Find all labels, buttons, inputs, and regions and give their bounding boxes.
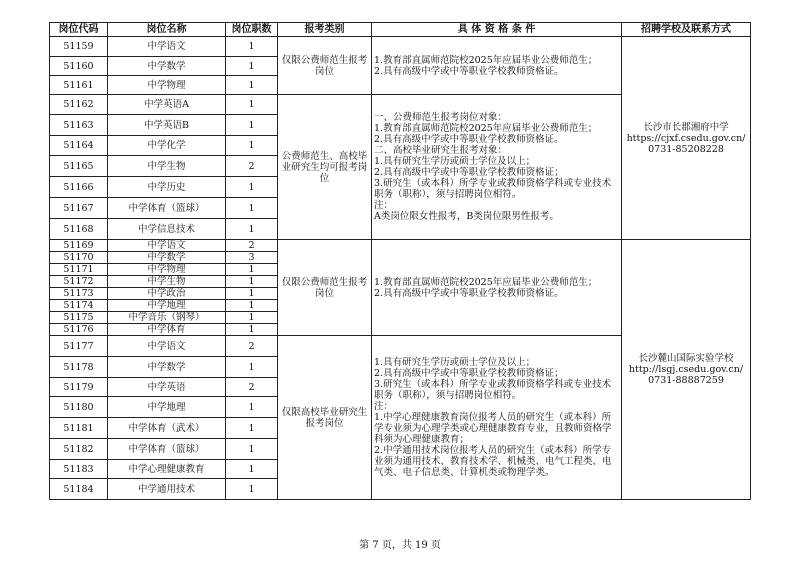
position-count: 1 [226, 95, 278, 115]
school-contact-cell [622, 240, 751, 500]
table-row [50, 240, 751, 252]
position-name: 中学历史 [108, 177, 226, 198]
position-name: 中学音乐（钢琴） [108, 312, 226, 324]
requirement-line: 1.具有研究生学历或硕士学位及以上； [374, 357, 536, 368]
header-category: 报考类别 [278, 23, 372, 37]
position-code: 51171 [50, 264, 108, 276]
category-cell: 仅限公费师范生报考岗位 [278, 37, 372, 95]
page-footer: 第 7 页，共 19 页 [359, 540, 441, 551]
category-cell: 仅限公费师范生报考岗位 [278, 240, 372, 336]
position-code: 51170 [50, 252, 108, 264]
position-name: 中学数学 [108, 252, 226, 264]
table-body [50, 37, 751, 500]
header-count: 岗位职数 [226, 23, 278, 37]
position-count: 1 [226, 479, 278, 500]
header-code: 岗位代码 [50, 23, 108, 37]
requirement-line: A类岗位限女性报考，B类岗位限男性报考。 [374, 211, 559, 222]
requirements-cell [372, 336, 622, 500]
requirement-line: 一、公费师范生报考岗位对象： [374, 112, 508, 123]
position-code: 51184 [50, 479, 108, 500]
position-count: 3 [226, 252, 278, 264]
table-row [50, 37, 751, 57]
school-phone: 0731-85208228 [648, 143, 724, 155]
position-count: 2 [226, 378, 278, 397]
position-name: 中学物理 [108, 264, 226, 276]
position-name: 中学英语B [108, 115, 226, 136]
position-name: 中学心理健康教育 [108, 460, 226, 479]
position-code: 51172 [50, 276, 108, 288]
position-name: 中学数学 [108, 357, 226, 378]
position-name: 中学体育（武术） [108, 418, 226, 439]
position-name: 中学英语A [108, 95, 226, 115]
requirements-cell [372, 240, 622, 336]
requirement-line: 1.中学心理健康教育岗位报考人员的研究生（或本科）所学专业须为心理学类或心理健康教育专业，且教师资格学科须为心理健康教育； [374, 412, 612, 445]
position-count: 1 [226, 288, 278, 300]
position-code: 51167 [50, 198, 108, 219]
school-name: 长沙麓山国际实验学校 [638, 353, 734, 364]
position-name: 中学通用技术 [108, 479, 226, 500]
requirement-line: 注： [374, 200, 394, 211]
requirement-line: 1.具有研究生学历或硕士学位及以上； [374, 156, 536, 167]
position-count: 1 [226, 115, 278, 136]
requirement-line: 3.研究生（或本科）所学专业或教师资格学科或专业技术职务（职称），须与招聘岗位相符。 [374, 178, 612, 200]
position-code: 51159 [50, 37, 108, 57]
position-count: 1 [226, 276, 278, 288]
requirement-line: 3.研究生（或本科）所学专业或教师资格学科或专业技术职务（职称），须与招聘岗位相符。 [374, 379, 612, 401]
requirement-line: 二、高校毕业研究生报考对象： [374, 145, 508, 156]
position-count: 1 [226, 324, 278, 336]
position-code: 51179 [50, 378, 108, 397]
school-contact-cell [622, 37, 751, 240]
position-code: 51176 [50, 324, 108, 336]
requirement-line: 2.中学通用技术岗位报考人员的研究生（或本科）所学专业须为通用技术、教育技术学、机械类、电气工程类、电气类、电子信息类、计算机类或物理学类。 [374, 445, 612, 478]
position-count: 1 [226, 37, 278, 57]
position-code: 51183 [50, 460, 108, 479]
category-cell: 公费师范生、高校毕业研究生均可报考岗位 [278, 95, 372, 240]
requirement-line: 2.具有高级中学或中等职业学校教师资格证。 [374, 287, 564, 299]
school-url: https://cjxf.csedu.gov.cn/ [626, 132, 746, 144]
position-code: 51175 [50, 312, 108, 324]
position-code: 51160 [50, 57, 108, 76]
requirement-line: 注： [374, 401, 394, 412]
position-code: 51168 [50, 219, 108, 240]
position-name: 中学英语 [108, 378, 226, 397]
position-name: 中学体育（篮球） [108, 439, 226, 460]
position-code: 51177 [50, 336, 108, 357]
requirement-line: 1.教育部直属师范院校2025年应届毕业公费师范生； [374, 54, 598, 66]
position-name: 中学信息技术 [108, 219, 226, 240]
category-cell: 仅限高校毕业研究生报考岗位 [278, 336, 372, 500]
position-code: 51181 [50, 418, 108, 439]
position-code: 51161 [50, 76, 108, 95]
position-code: 51166 [50, 177, 108, 198]
position-count: 1 [226, 264, 278, 276]
position-name: 中学语文 [108, 336, 226, 357]
position-name: 中学政治 [108, 288, 226, 300]
requirements-cell [372, 37, 622, 95]
position-code: 51162 [50, 95, 108, 115]
header-school: 招聘学校及联系方式 [622, 23, 751, 37]
position-count: 1 [226, 136, 278, 156]
position-count: 1 [226, 219, 278, 240]
header-row [50, 23, 751, 37]
position-name: 中学体育 [108, 324, 226, 336]
requirements-cell [372, 95, 622, 240]
header-requirements: 具 体 资 格 条 件 [372, 23, 622, 37]
position-count: 1 [226, 177, 278, 198]
position-name: 中学生物 [108, 156, 226, 177]
position-code: 51180 [50, 397, 108, 418]
position-name: 中学数学 [108, 57, 226, 76]
position-code: 51163 [50, 115, 108, 136]
header-name: 岗位名称 [108, 23, 226, 37]
requirement-line: 2.具有高级中学或中等职业学校教师资格证。 [374, 134, 564, 145]
position-code: 51178 [50, 357, 108, 378]
school-phone: 0731-88887259 [648, 375, 724, 386]
position-count: 1 [226, 460, 278, 479]
position-name: 中学体育（篮球） [108, 198, 226, 219]
school-url: http://lsgj.csedu.gov.cn/ [628, 364, 744, 375]
recruitment-table [49, 22, 751, 500]
position-count: 1 [226, 357, 278, 378]
school-name: 长沙市长郡湘府中学 [643, 121, 729, 133]
position-name: 中学物理 [108, 76, 226, 95]
position-code: 51182 [50, 439, 108, 460]
position-count: 1 [226, 418, 278, 439]
position-code: 51164 [50, 136, 108, 156]
position-name: 中学语文 [108, 37, 226, 57]
requirement-line: 1.教育部直属师范院校2025年应届毕业公费师范生； [374, 123, 598, 134]
position-count: 1 [226, 397, 278, 418]
position-name: 中学地理 [108, 397, 226, 418]
position-name: 中学生物 [108, 276, 226, 288]
position-name: 中学语文 [108, 240, 226, 252]
requirement-line: 2.具有高级中学或中等职业学校教师资格证； [374, 167, 564, 178]
position-name: 中学地理 [108, 300, 226, 312]
position-code: 51169 [50, 240, 108, 252]
requirement-line: 1.教育部直属师范院校2025年应届毕业公费师范生； [374, 276, 598, 288]
position-code: 51173 [50, 288, 108, 300]
requirement-line: 2.具有高级中学或中等职业学校教师资格证。 [374, 65, 564, 77]
position-name: 中学化学 [108, 136, 226, 156]
position-count: 1 [226, 300, 278, 312]
position-code: 51165 [50, 156, 108, 177]
position-count: 1 [226, 439, 278, 460]
position-count: 1 [226, 198, 278, 219]
position-count: 1 [226, 57, 278, 76]
position-count: 2 [226, 240, 278, 252]
position-code: 51174 [50, 300, 108, 312]
position-count: 2 [226, 156, 278, 177]
position-count: 1 [226, 76, 278, 95]
position-count: 1 [226, 312, 278, 324]
requirement-line: 2.具有高级中学或中等职业学校教师资格证； [374, 368, 564, 379]
position-count: 2 [226, 336, 278, 357]
